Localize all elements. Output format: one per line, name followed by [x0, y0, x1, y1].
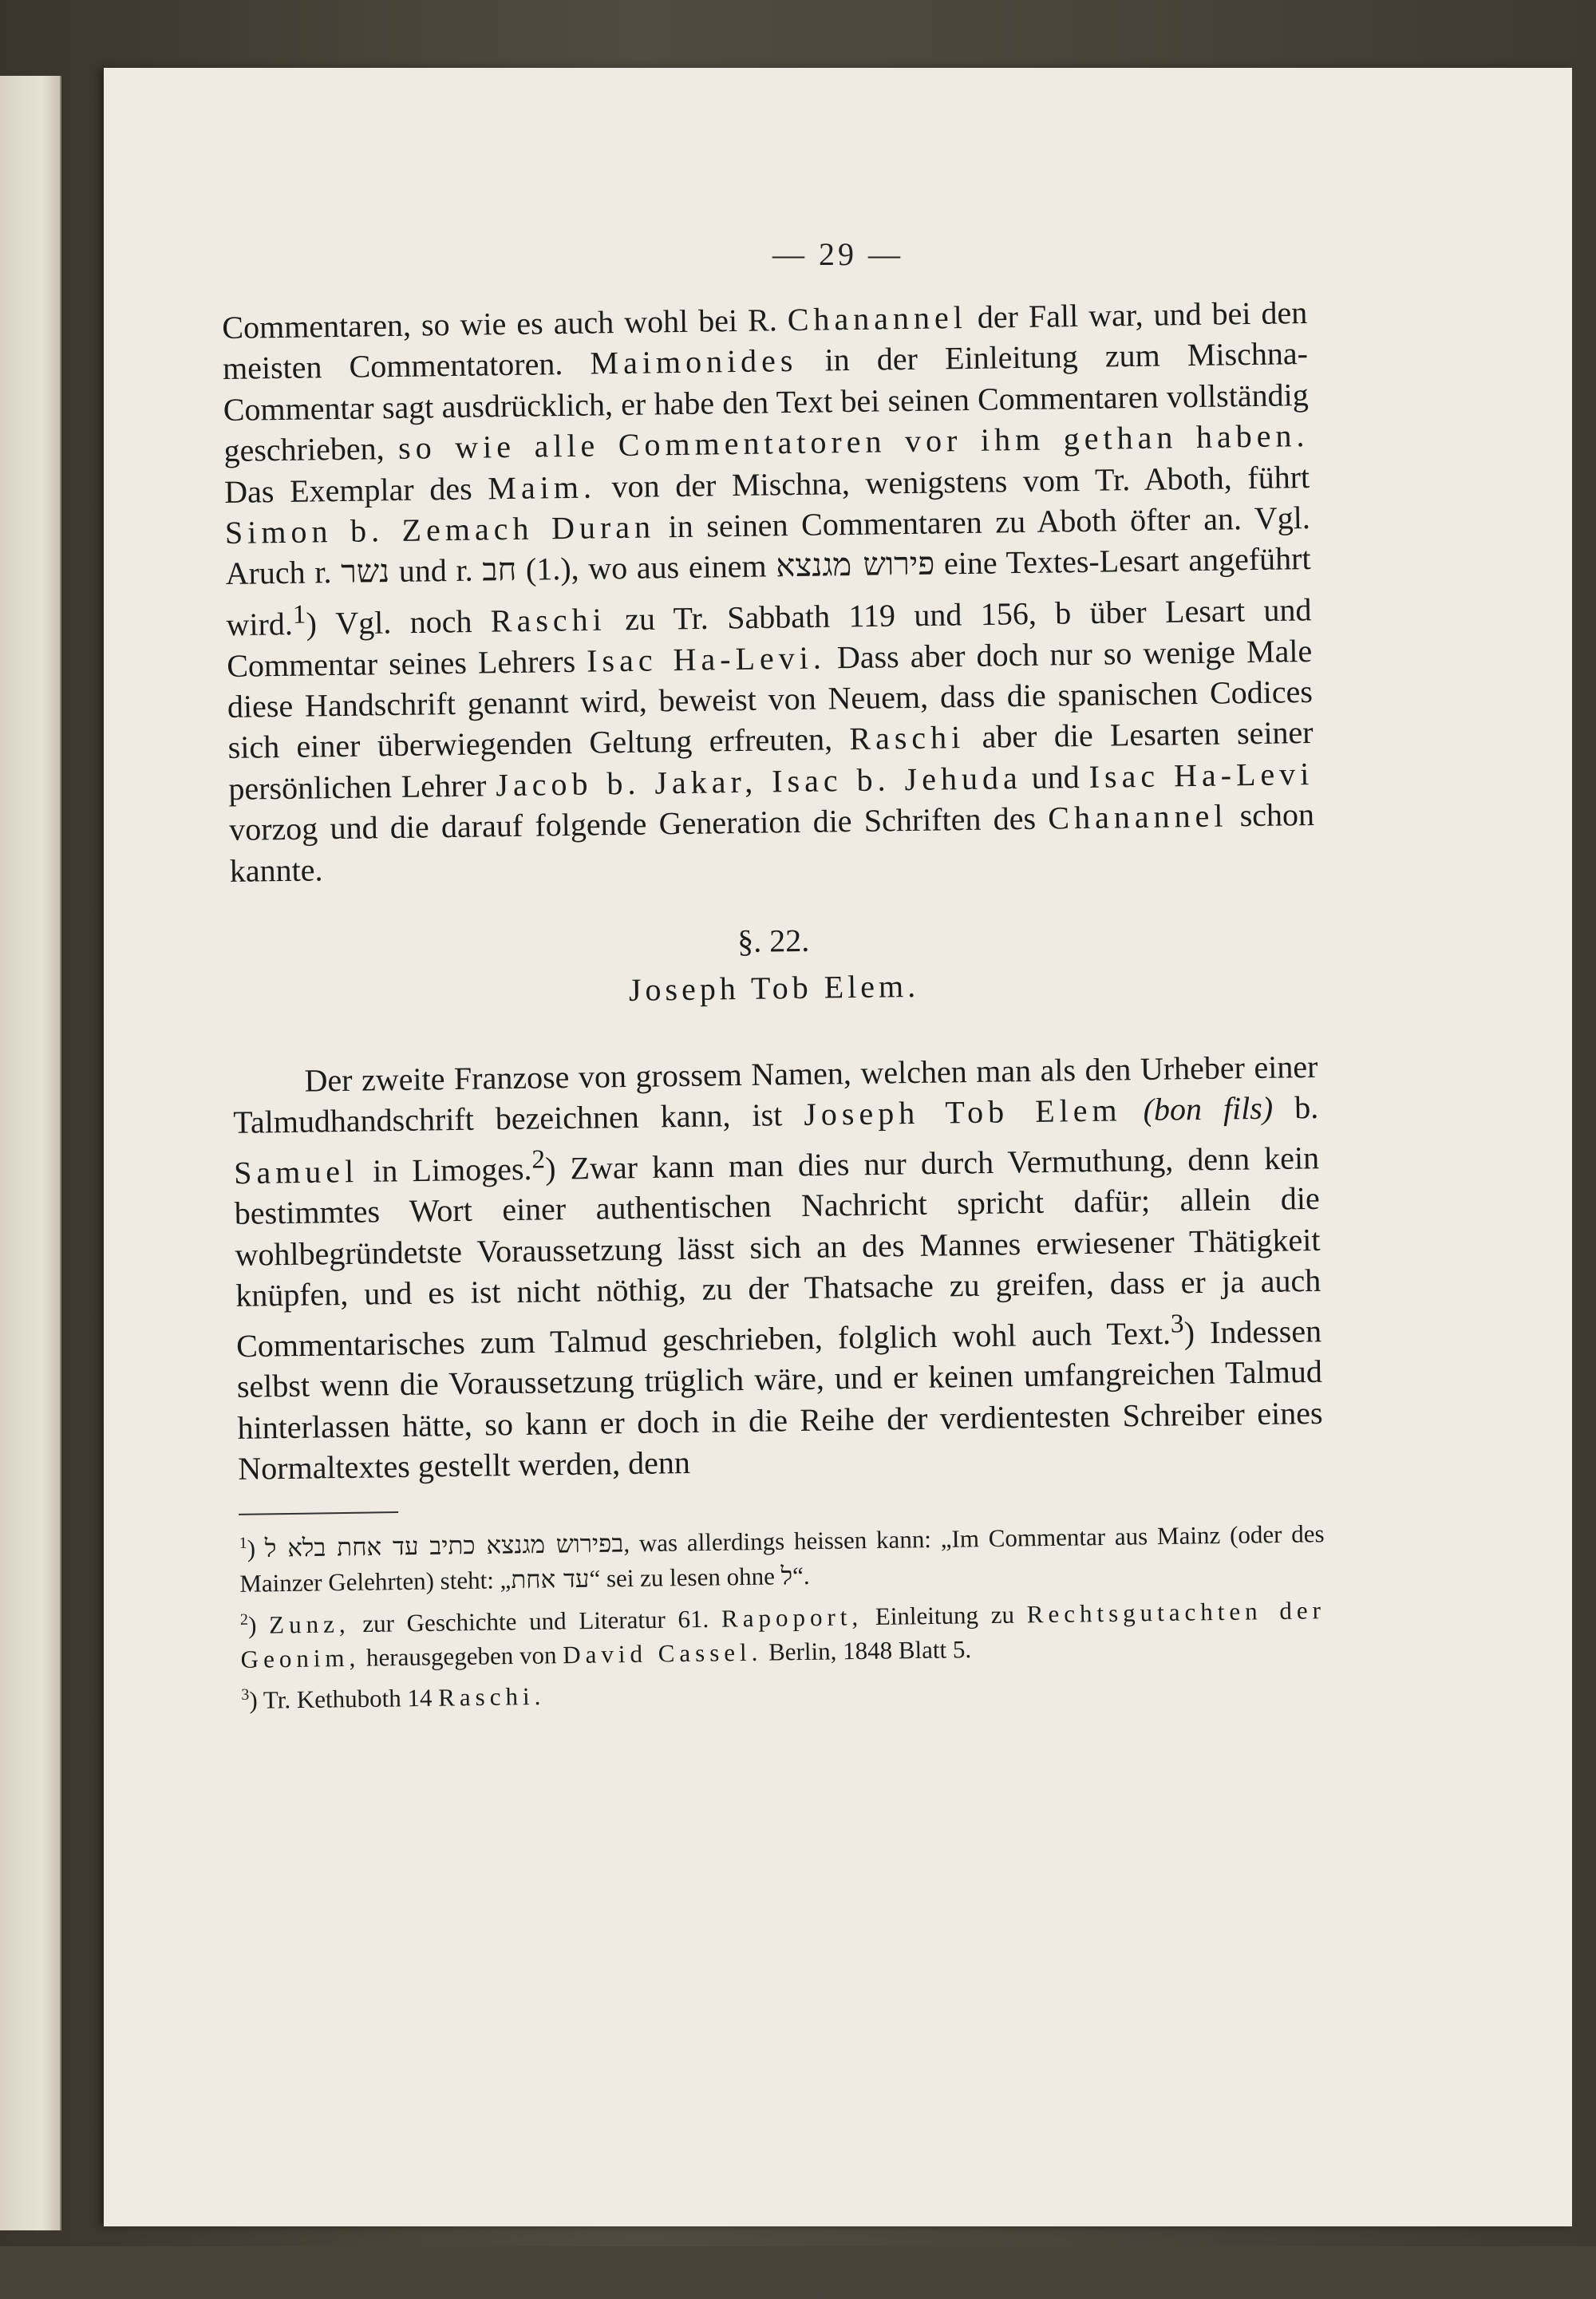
name-maim: Maim. — [488, 468, 597, 506]
name-zunz: Zunz, — [268, 1610, 350, 1639]
text: ) — [247, 1534, 266, 1562]
footnotes — [239, 1511, 1326, 1717]
name-samuel: Samuel — [233, 1152, 359, 1191]
text: vorzog und die darauf folgende Generation die Schriften des — [228, 800, 1049, 848]
footnote-separator — [239, 1511, 398, 1515]
text: herausgegeben von — [360, 1641, 563, 1672]
footnote-number: 3 — [241, 1685, 250, 1704]
printer-dot — [818, 2294, 823, 2299]
emphasis: so wie alle Commentatoren vor ihm gethan haben. — [397, 417, 1310, 467]
section-title: Joseph Tob Elem. — [628, 968, 920, 1009]
text: Berlin, 1848 Blatt 5. — [762, 1635, 972, 1666]
footnote-2 — [240, 1588, 1326, 1677]
text: ) — [247, 1610, 270, 1639]
book-page — [104, 68, 1572, 2226]
name-chananel: Chanannel — [787, 298, 968, 338]
name-joseph-tob-elem: Joseph Tob Elem — [803, 1092, 1122, 1133]
text: (1.), wo aus einem — [516, 547, 776, 588]
name-cassel: David Cassel. — [562, 1637, 763, 1669]
section-number: §. 22. — [737, 922, 810, 960]
text: “. — [792, 1561, 810, 1590]
italic-phrase: (bon fils) — [1121, 1089, 1274, 1128]
text: in der Einleitung zum Mischna-Commentar sagt ausdrücklich, er habe den Text bei seinen Commentaren vollständig geschrieben, — [223, 335, 1309, 469]
text: b. — [1272, 1089, 1319, 1126]
name-duran: Simon b. Zemach Duran — [224, 508, 656, 551]
text: zur Geschichte und Literatur 61. — [350, 1604, 722, 1638]
footnote-1 — [239, 1511, 1325, 1601]
footnote-ref-1: 1 — [292, 599, 306, 630]
text: zu Tr. Sabbath 119 und 156, b über Lesart und Commentar seines Lehrers — [226, 591, 1312, 684]
name-maimonides: Maimonides — [590, 342, 798, 381]
name-isac-halevi: Isac Ha-Levi. — [586, 639, 827, 679]
footnote-ref-3: 3 — [1170, 1308, 1184, 1339]
name-raschi: Raschi — [490, 601, 607, 639]
hebrew-quote: בפירוש מגנצא כתיב עד אחת בלא ל — [264, 1529, 624, 1563]
text: , was allerdings heissen kann: „Im Commentar aus Mainz (oder des Mainzer Gelehrten) steht: „ — [239, 1519, 1325, 1598]
hebrew-letter: ל — [780, 1562, 793, 1591]
text: Der zweite Franzose von grossem Namen, welchen man als den Urheber einer Talmudhandschrift bezeichnen kann, ist — [232, 1048, 1318, 1141]
text: eine Textes-Lesart angeführt wird. — [226, 540, 1311, 643]
paragraph-1 — [222, 292, 1315, 891]
name-raschi: Raschi. — [437, 1682, 546, 1712]
text: schon kannte. — [229, 796, 1315, 889]
text: ) Zwar kann man dies nur durch Vermuthung, denn kein bestimmtes Wort einer authentischen Nachricht spricht dafür; allein die wohlbegründetste Voraussetzung lässt sich an des Mannes erwiesener Thätigkeit knüpfen, und es ist nicht nöthig, zu der Thatsache zu greifen, dass er ja auch Commentarisches zum Talmud geschrieben, folglich wohl auch Text. — [234, 1139, 1321, 1364]
text: ) Indessen selbst wenn die Voraussetzung trüglich wäre, und er keinen umfangreichen Talmud hinterlassen hätte, so kann er doch in die Reihe der verdientesten Schreiber eines Normaltextes gestellt werden, denn — [236, 1312, 1323, 1487]
title-rechtsgutachten: Rechtsgutachten der Geonim, — [240, 1596, 1326, 1674]
name-raschi: Raschi — [849, 719, 966, 757]
text: Das Exemplar des — [223, 469, 488, 510]
text: ) Tr. Kethuboth 14 — [249, 1683, 439, 1715]
text: Commentaren, so wie es auch wohl bei R. — [222, 302, 788, 346]
hebrew-word: נשר — [340, 553, 390, 591]
text: von der Mischna, wenigstens vom Tr. Aboth, führt — [595, 458, 1310, 505]
text: in seinen Commentaren zu Aboth öfter an. Vgl. Aruch r. — [225, 500, 1311, 592]
hebrew-word: חב — [482, 551, 517, 589]
page-body — [222, 292, 1327, 1719]
text: aber die Lesarten seiner persönlichen Lehrer — [228, 714, 1314, 807]
text: und r. — [389, 551, 483, 590]
text: Einleitung zu — [862, 1600, 1027, 1631]
text: und — [1021, 758, 1089, 796]
page-number: — 29 — — [772, 236, 903, 272]
footnote-number: 2 — [239, 1610, 249, 1629]
footnote-number: 1 — [239, 1534, 247, 1552]
footnote-ref-2: 2 — [531, 1144, 546, 1175]
text: Dass aber doch nur so wenige Male diese Handschrift genannt wird, beweist von Neuem, dass die spanischen Codices sich einer überwiegenden Geltung erfreuten, — [227, 632, 1314, 766]
text: der Fall war, und bei den meisten Commentatoren. — [222, 294, 1308, 387]
text: in Limoges. — [358, 1150, 532, 1189]
text: ) Vgl. noch — [306, 602, 492, 642]
paragraph-2 — [232, 1046, 1323, 1490]
name-chananel: Chanannel — [1048, 797, 1228, 836]
text: “ sei zu lesen ohne — [589, 1562, 781, 1593]
name-isac-halevi: Isac Ha-Levi — [1088, 755, 1314, 795]
hebrew-word: עד אחת — [511, 1564, 590, 1594]
name-rapoport: Rapoport, — [721, 1602, 863, 1633]
facing-page-edge — [0, 76, 61, 2230]
name-jacob-isac: Jacob b. Jakar, Isac b. Jehuda — [496, 759, 1022, 804]
hebrew-word: פירוש מגנצא — [775, 545, 935, 585]
